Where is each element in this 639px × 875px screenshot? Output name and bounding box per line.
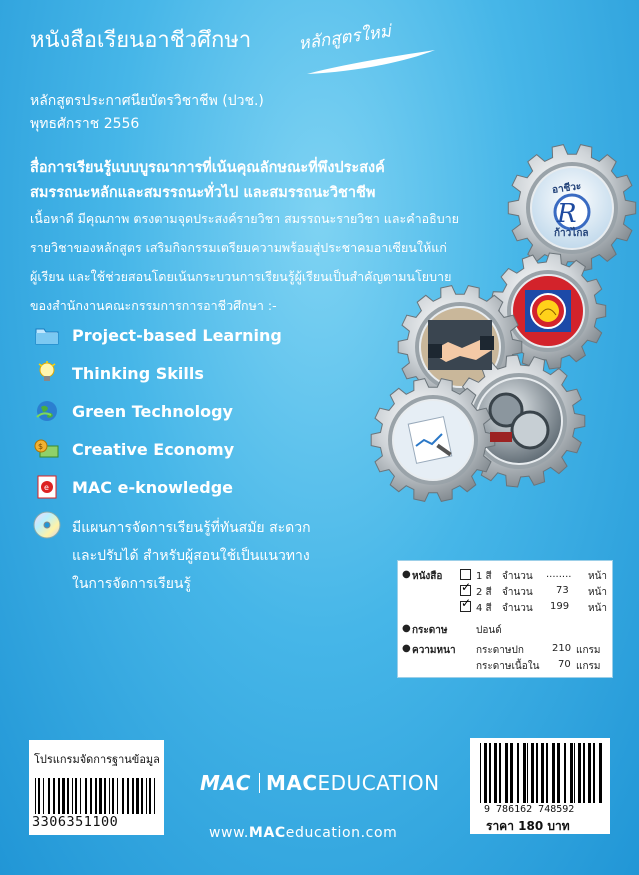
barcode-number: 3306351100 bbox=[32, 814, 119, 830]
price-value: 180 bbox=[518, 819, 544, 833]
checkbox-1-color bbox=[460, 569, 471, 580]
checkbox-4-color bbox=[460, 601, 471, 612]
asean-emblem-icon bbox=[525, 290, 571, 332]
cover-paper-weight: 210 bbox=[552, 643, 572, 654]
isbn-barcode-bars bbox=[480, 743, 602, 803]
page-count: 73 bbox=[556, 585, 569, 596]
gear-badge-letter: R bbox=[557, 199, 577, 229]
book-label: หนังสือ bbox=[412, 571, 443, 582]
feature-label: Thinking Skills bbox=[72, 363, 204, 383]
note-line: ในการจัดการเรียนรู้ bbox=[72, 576, 192, 592]
curriculum-name: หลักสูตรประกาศนียบัตรวิชาชีพ (ปวช.) bbox=[30, 93, 264, 109]
page-count: ........ bbox=[546, 569, 572, 580]
barcode-bars bbox=[35, 778, 158, 814]
inner-paper-weight: 70 bbox=[558, 659, 571, 670]
logo-text-bold: MAC bbox=[265, 771, 318, 795]
checkbox-2-color bbox=[460, 585, 471, 596]
isbn-number: 9 786162 748592 bbox=[484, 804, 575, 815]
website-url bbox=[209, 825, 397, 841]
paper-label: กระดาษ bbox=[412, 625, 448, 636]
gear-badge-top: อาชีวะ bbox=[551, 181, 583, 196]
color-option: 4 สี bbox=[476, 603, 492, 614]
inner-paper-label: กระดาษเนื้อใน bbox=[476, 661, 540, 672]
documents-icon bbox=[408, 417, 452, 464]
feature-label: Green Technology bbox=[72, 401, 233, 421]
page-unit: หน้า bbox=[588, 587, 608, 598]
weight-unit: แกรม bbox=[576, 661, 601, 672]
page-count: 199 bbox=[550, 601, 570, 612]
note-line: มีแผนการจัดการเรียนรู้ที่ทันสมัย สะดวก bbox=[72, 520, 311, 536]
svg-text:$: $ bbox=[38, 442, 44, 451]
series-title: หนังสือเรียนอาชีวศึกษา bbox=[30, 28, 252, 53]
note-line: และปรับได้ สำหรับผู้สอนใช้เป็นแนวทาง bbox=[72, 548, 310, 564]
feature-label: Creative Economy bbox=[72, 439, 235, 459]
page-unit: หน้า bbox=[588, 603, 608, 614]
description-line: รายวิชาของหลักสูตร เสริมกิจกรรมเตรียมความพร้อมสู่ประชาคมอาเซียนให้แก่ bbox=[30, 240, 447, 255]
svg-text:e: e bbox=[44, 483, 49, 492]
curriculum-year: พุทธศักราช 2556 bbox=[30, 116, 140, 132]
logo-text-rest: EDUCATION bbox=[317, 771, 440, 795]
count-label: จำนวน bbox=[502, 571, 533, 582]
thickness-label: ความหนา bbox=[412, 645, 456, 656]
database-barcode-box bbox=[29, 740, 164, 835]
new-curriculum-tag: หลักสูตรใหม่ bbox=[297, 21, 393, 55]
headline-line-2: สมรรถนะหลักและสมรรถนะทั่วไป และสมรรถนะวิชาชีพ bbox=[30, 185, 376, 201]
url-suffix: education.com bbox=[285, 825, 398, 841]
headline-line-1: สื่อการเรียนรู้แบบบูรณาการที่เน้นคุณลักษณะที่พึงประสงค์ bbox=[30, 160, 385, 176]
description-line: เนื้อหาดี มีคุณภาพ ตรงตามจุดประสงค์รายวิชา สมรรถนะรายวิชา และคำอธิบาย bbox=[30, 211, 460, 226]
weight-unit: แกรม bbox=[576, 645, 601, 656]
price-row bbox=[486, 817, 570, 836]
description-line: ของสำนักงานคณะกรรมการการอาชีวศึกษา :- bbox=[30, 298, 277, 313]
mac-logo-mark: MAC bbox=[200, 771, 251, 795]
handshake-icon bbox=[428, 320, 494, 370]
print-spec-box: ● หนังสือ 1 สี จำนวน ........ หน้า ✓ 2 สี จำนวน 73 หน้า ✓ 4 สี จำนวน 199 หน้า ● กระดาษ ปอนด์ ● ความหนา กระดาษปก 210 แกรม กระดาษเนื้อใน 70 แกรม bbox=[397, 560, 613, 678]
cover-paper-label: กระดาษปก bbox=[476, 645, 524, 656]
color-option: 1 สี bbox=[476, 571, 492, 582]
feature-label: MAC e-knowledge bbox=[72, 477, 234, 497]
gear-badge-bottom: ก้าวไกล bbox=[554, 228, 589, 239]
count-label: จำนวน bbox=[502, 587, 533, 598]
description-line: ผู้เรียน และใช้ช่วยสอนโดยเน้นกระบวนการเรียนรู้ผู้เรียนเป็นสำคัญตามนโยบาย bbox=[30, 269, 452, 284]
price-currency: บาท bbox=[547, 819, 570, 833]
color-option: 2 สี bbox=[476, 587, 492, 598]
logo-divider bbox=[259, 773, 260, 793]
paper-value: ปอนด์ bbox=[476, 625, 502, 636]
isbn-barcode-box bbox=[470, 738, 610, 834]
feature-label: Project-based Learning bbox=[72, 325, 282, 345]
url-prefix: www. bbox=[209, 825, 249, 841]
mac-education-logo bbox=[200, 771, 440, 795]
barcode-caption: โปรแกรมจัดการฐานข้อมูล bbox=[34, 753, 160, 766]
price-label: ราคา bbox=[486, 819, 514, 833]
page-unit: หน้า bbox=[588, 571, 608, 582]
url-bold: MAC bbox=[248, 825, 286, 841]
count-label: จำนวน bbox=[502, 603, 533, 614]
